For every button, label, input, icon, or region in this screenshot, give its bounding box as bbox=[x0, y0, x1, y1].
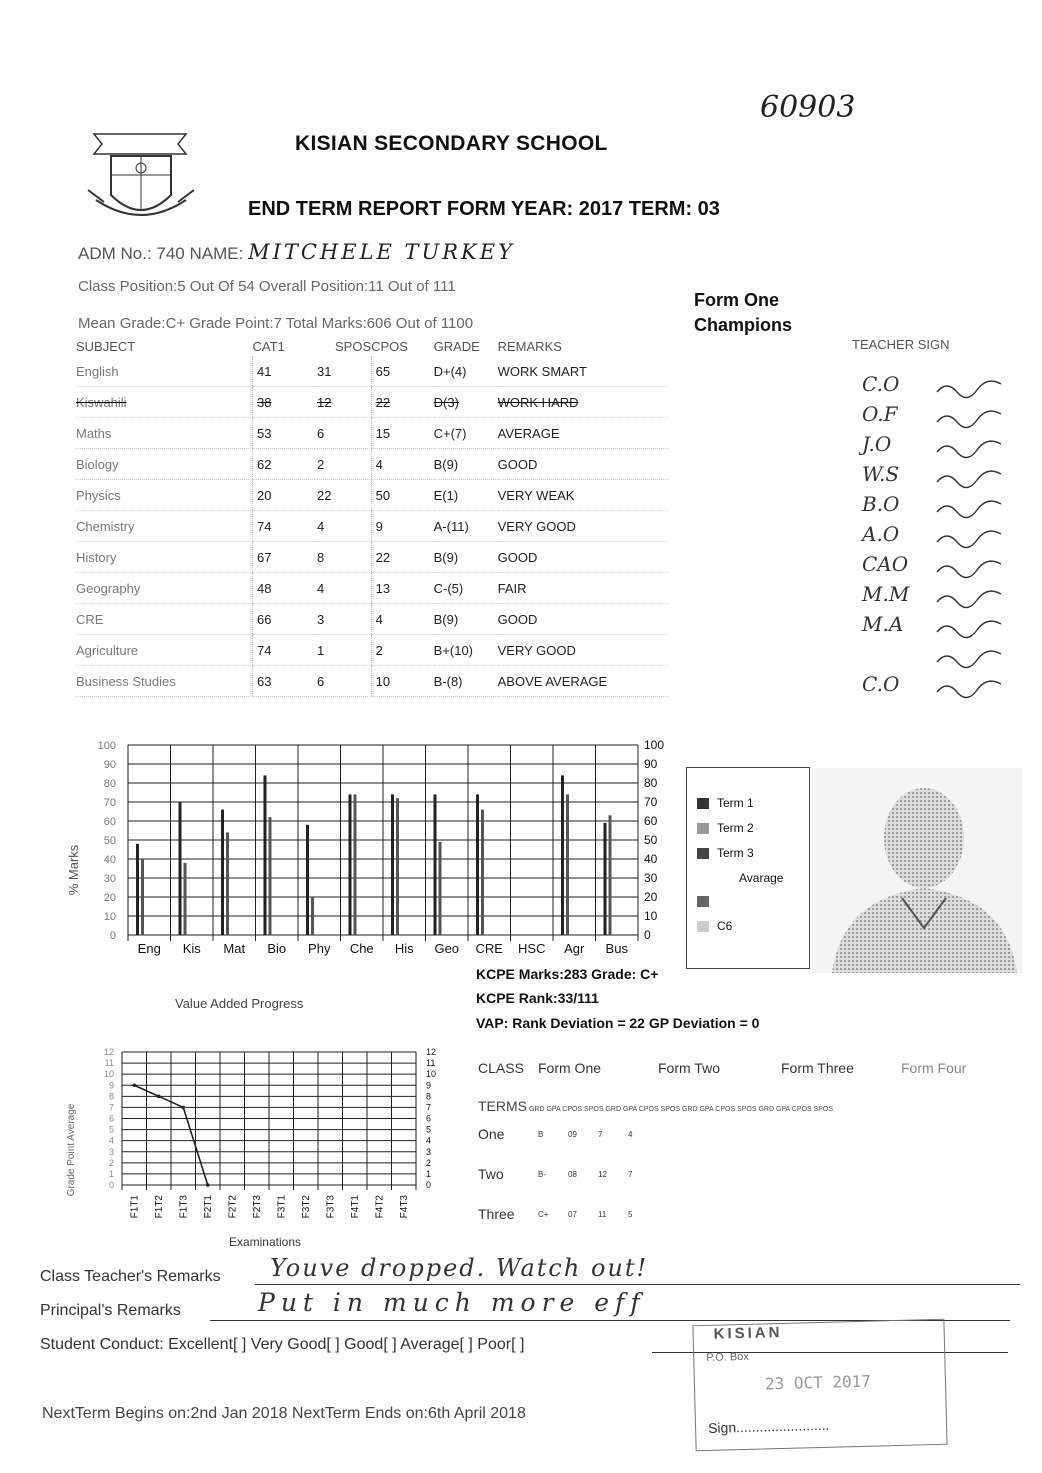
x-tick-label: Bio bbox=[267, 941, 287, 956]
teacher-signature-scribble bbox=[935, 468, 1005, 495]
stamp-date: 23 OCT 2017 bbox=[764, 1371, 872, 1394]
cell-cat1: 41 bbox=[253, 356, 318, 387]
cell-cpos: 9 bbox=[371, 511, 434, 542]
x-tick-label: Geo bbox=[434, 941, 460, 956]
bar-term-2 bbox=[481, 810, 484, 935]
history-class-row bbox=[478, 1060, 1018, 1080]
student-name: MITCHELE TURKEY bbox=[248, 240, 515, 264]
cell-cat1: 53 bbox=[253, 418, 318, 449]
cell-grade: B-(8) bbox=[434, 666, 498, 697]
y-tick-label-left: 9 bbox=[108, 1080, 114, 1091]
header-grade: GRADE bbox=[433, 338, 480, 354]
bar-term-2 bbox=[566, 794, 569, 935]
x-tick-label: F1T1 bbox=[129, 1195, 141, 1219]
x-tick-label: Che bbox=[349, 941, 374, 956]
cell-remarks: VERY GOOD bbox=[498, 635, 668, 666]
y-tick-label-left: 90 bbox=[103, 759, 116, 771]
y-tick-label-left: 1 bbox=[108, 1168, 114, 1179]
table-row bbox=[76, 635, 668, 666]
gpa-point bbox=[132, 1083, 136, 1087]
school-stamp bbox=[692, 1319, 947, 1452]
y-tick-label-right: 100 bbox=[644, 738, 665, 752]
table-row bbox=[76, 480, 668, 511]
bar-term-2 bbox=[396, 798, 399, 935]
champions-line-1: Form One bbox=[694, 290, 780, 310]
cell-spos: 22 bbox=[317, 480, 371, 511]
vap-line: VAP: Rank Deviation = 22 GP Deviation = 0 bbox=[476, 1015, 760, 1031]
cell-spos: 6 bbox=[317, 418, 371, 449]
teacher-initials: C.O bbox=[862, 672, 900, 696]
legend-average: Avarage bbox=[739, 871, 784, 885]
cell-remarks: GOOD bbox=[498, 542, 668, 573]
cell-remarks: GOOD bbox=[498, 449, 668, 480]
line-chart-x-axis-label: Examinations bbox=[228, 1235, 302, 1249]
cell-remarks: GOOD bbox=[498, 604, 668, 635]
cell-cat1: 74 bbox=[253, 511, 318, 542]
y-tick-label-right: 1 bbox=[426, 1168, 432, 1179]
x-tick-label: F3T2 bbox=[300, 1195, 312, 1219]
teacher-initials: W.S bbox=[862, 462, 900, 486]
cell-subject: Geography bbox=[76, 573, 253, 604]
y-tick-label-left: 100 bbox=[97, 740, 116, 752]
history-spos: 7 bbox=[628, 1170, 633, 1179]
x-tick-label: F4T1 bbox=[349, 1195, 361, 1219]
cell-cat1: 74 bbox=[253, 635, 318, 666]
cell-cat1: 38 bbox=[253, 387, 318, 418]
teacher-initials: A.O bbox=[862, 522, 900, 546]
y-tick-label-right: 3 bbox=[426, 1146, 432, 1157]
cell-subject: Chemistry bbox=[76, 511, 253, 542]
x-tick-label: F1T2 bbox=[153, 1195, 165, 1219]
bar-term-2 bbox=[311, 897, 314, 935]
header-cat1: CAT1 bbox=[252, 338, 285, 354]
y-tick-label-left: 80 bbox=[103, 778, 116, 790]
cell-subject: English bbox=[76, 356, 253, 387]
table-row bbox=[76, 604, 668, 635]
y-tick-label-left: 10 bbox=[103, 911, 116, 923]
kcpe-marks: KCPE Marks:283 Grade: C+ bbox=[476, 966, 659, 982]
term3-swatch-icon bbox=[697, 848, 709, 859]
bar-term-1 bbox=[221, 810, 224, 935]
table-row bbox=[76, 356, 668, 387]
cell-remarks: WORK HARD bbox=[498, 387, 668, 418]
cell-cpos: 65 bbox=[371, 356, 434, 387]
teacher-sign-header: TEACHER SIGN bbox=[852, 337, 950, 352]
history-cpos: 12 bbox=[598, 1170, 607, 1179]
cell-grade: D+(4) bbox=[434, 356, 498, 387]
bar-term-1 bbox=[306, 825, 309, 935]
y-tick-label-right: 60 bbox=[644, 814, 658, 828]
teacher-signature-scribble bbox=[935, 558, 1005, 585]
x-tick-label: His bbox=[394, 941, 414, 956]
table-row bbox=[76, 573, 668, 604]
form-three-label: Form Three bbox=[781, 1060, 854, 1076]
cell-grade: C-(5) bbox=[434, 573, 498, 604]
marks-table bbox=[76, 336, 668, 697]
history-grd: B bbox=[538, 1130, 544, 1139]
cell-remarks: ABOVE AVERAGE bbox=[498, 666, 668, 697]
table-row bbox=[76, 387, 668, 418]
student-conduct-line: Student Conduct: Excellent[ ] Very Good[ ] Good[ ] Average[ ] Poor[ ] bbox=[40, 1336, 525, 1353]
x-tick-label: Phy bbox=[308, 941, 331, 956]
bar-term-1 bbox=[604, 823, 607, 935]
cell-spos: 8 bbox=[317, 542, 371, 573]
teacher-initials: CAO bbox=[862, 552, 909, 576]
history-cpos: 11 bbox=[598, 1210, 607, 1219]
y-tick-label-left: 2 bbox=[108, 1157, 114, 1168]
teacher-signature-scribble bbox=[935, 498, 1005, 525]
bar-chart-y-axis-label: % Marks bbox=[66, 844, 81, 896]
teacher-signature-scribble bbox=[935, 378, 1005, 405]
y-tick-label-right: 7 bbox=[426, 1102, 432, 1113]
cell-grade: B+(10) bbox=[434, 635, 498, 666]
bar-term-2 bbox=[609, 815, 612, 935]
cell-grade: C+(7) bbox=[434, 418, 498, 449]
y-tick-label-left: 11 bbox=[104, 1058, 114, 1069]
legend-term3: Term 3 bbox=[717, 846, 754, 860]
cell-subject: Business Studies bbox=[76, 666, 253, 697]
y-tick-label-left: 7 bbox=[108, 1102, 114, 1113]
y-tick-label-left: 40 bbox=[103, 854, 116, 866]
x-tick-label: F1T3 bbox=[178, 1195, 190, 1219]
teacher-initials: M.M bbox=[862, 582, 910, 606]
cell-cpos: 50 bbox=[371, 480, 434, 511]
y-tick-label-left: 5 bbox=[108, 1124, 114, 1135]
cell-cat1: 20 bbox=[253, 480, 318, 511]
x-tick-label: HSC bbox=[518, 941, 546, 956]
handwritten-number: 60903 bbox=[760, 90, 856, 125]
bar-term-2 bbox=[226, 832, 229, 935]
x-tick-label: Kis bbox=[182, 941, 201, 956]
bar-term-1 bbox=[136, 844, 139, 935]
cell-remarks: AVERAGE bbox=[498, 418, 668, 449]
form-four-label: Form Four bbox=[901, 1060, 967, 1076]
kcpe-rank: KCPE Rank:33/111 bbox=[476, 990, 599, 1006]
bar-term-2 bbox=[141, 859, 144, 935]
chart-legend bbox=[686, 767, 810, 969]
legend-term2: Term 2 bbox=[717, 821, 754, 835]
history-gpa: 07 bbox=[568, 1210, 577, 1219]
teacher-signature-scribble bbox=[935, 588, 1005, 615]
terms-sub-headers: GRD GPA CPOS SPOS GRD GPA CPOS SPOS GRD GPA CPOS SPOS GRD GPA CPOS SPOS bbox=[528, 1106, 834, 1113]
history-term: Two bbox=[478, 1166, 504, 1182]
y-tick-label-right: 6 bbox=[426, 1113, 432, 1124]
cell-cpos: 15 bbox=[371, 418, 434, 449]
y-tick-label-right: 50 bbox=[644, 833, 658, 847]
stamp-box: P.O. Box bbox=[706, 1350, 750, 1364]
cell-remarks: FAIR bbox=[498, 573, 668, 604]
average-swatch-icon bbox=[697, 896, 709, 907]
table-row bbox=[76, 542, 668, 573]
y-tick-label-left: 0 bbox=[109, 930, 116, 942]
bar-term-1 bbox=[434, 794, 437, 935]
cell-remarks: WORK SMART bbox=[498, 356, 668, 387]
teacher-signature-scribble bbox=[935, 408, 1005, 435]
y-tick-label-right: 70 bbox=[644, 795, 658, 809]
y-tick-label-left: 0 bbox=[108, 1180, 114, 1190]
x-tick-label: CRE bbox=[475, 941, 503, 956]
cell-cat1: 48 bbox=[253, 573, 318, 604]
bar-term-2 bbox=[439, 842, 442, 935]
teacher-initials: O.F bbox=[862, 402, 898, 426]
cell-grade: E(1) bbox=[434, 480, 498, 511]
position-line: Class Position:5 Out Of 54 Overall Position:11 Out of 111 bbox=[78, 278, 456, 295]
student-name-line bbox=[78, 240, 515, 264]
value-added-line-chart bbox=[60, 1040, 460, 1255]
marks-header-row bbox=[76, 336, 668, 356]
y-tick-label-left: 4 bbox=[108, 1135, 114, 1146]
class-label: CLASS bbox=[478, 1060, 524, 1076]
class-teacher-remarks-line bbox=[255, 1284, 1020, 1285]
cell-cpos: 10 bbox=[371, 666, 434, 697]
cell-spos: 4 bbox=[317, 573, 371, 604]
cell-spos: 4 bbox=[317, 511, 371, 542]
bar-term-2 bbox=[184, 863, 187, 935]
cell-subject: Maths bbox=[76, 418, 253, 449]
table-row bbox=[76, 449, 668, 480]
stamp-name: KISIAN bbox=[713, 1323, 783, 1343]
history-spos: 5 bbox=[628, 1210, 633, 1219]
teacher-initials: C.O bbox=[862, 372, 900, 396]
x-tick-label: Agr bbox=[564, 941, 585, 956]
y-tick-label-right: 40 bbox=[644, 852, 658, 866]
term2-swatch-icon bbox=[697, 823, 709, 834]
cell-cpos: 22 bbox=[371, 387, 434, 418]
y-tick-label-left: 10 bbox=[103, 1069, 114, 1080]
history-gpa: 09 bbox=[568, 1130, 577, 1139]
form-one-label: Form One bbox=[538, 1060, 602, 1076]
legend-c6: C6 bbox=[717, 919, 733, 933]
cell-cpos: 13 bbox=[371, 573, 434, 604]
y-tick-label-right: 80 bbox=[644, 776, 658, 790]
header-remarks: REMARKS bbox=[497, 338, 562, 354]
history-term: One bbox=[478, 1126, 505, 1142]
principal-remarks-label: Principal's Remarks bbox=[40, 1302, 181, 1319]
history-grd: B- bbox=[538, 1170, 546, 1179]
y-tick-label-right: 0 bbox=[426, 1180, 432, 1190]
bar-term-1 bbox=[264, 775, 267, 935]
header-cpos: CPOS bbox=[371, 338, 408, 354]
cell-cpos: 4 bbox=[371, 449, 434, 480]
bar-term-1 bbox=[349, 794, 352, 935]
cell-spos: 12 bbox=[317, 387, 371, 418]
y-tick-label-right: 0 bbox=[644, 928, 651, 942]
cell-cat1: 63 bbox=[253, 666, 318, 697]
y-tick-label-left: 6 bbox=[108, 1113, 114, 1124]
teacher-initials: J.O bbox=[862, 432, 892, 456]
gpa-point bbox=[181, 1106, 185, 1110]
class-teacher-remarks-label: Class Teacher's Remarks bbox=[40, 1268, 221, 1285]
principal-remarks-text: Put in much more eff bbox=[258, 1288, 646, 1317]
teacher-signature-scribble bbox=[935, 528, 1005, 555]
history-row bbox=[478, 1206, 678, 1228]
cell-subject: Agriculture bbox=[76, 635, 253, 666]
cell-cat1: 66 bbox=[253, 604, 318, 635]
x-tick-label: F2T3 bbox=[251, 1195, 263, 1219]
bar-term-2 bbox=[269, 817, 272, 935]
history-spos: 4 bbox=[628, 1130, 633, 1139]
y-tick-label-right: 4 bbox=[426, 1135, 432, 1146]
legend-term1: Term 1 bbox=[717, 796, 754, 810]
table-row bbox=[76, 418, 668, 449]
value-added-progress-title: Value Added Progress bbox=[175, 996, 304, 1011]
gpa-point bbox=[206, 1183, 210, 1187]
cell-spos: 31 bbox=[317, 356, 371, 387]
y-tick-label-left: 50 bbox=[103, 835, 116, 847]
y-tick-label-left: 60 bbox=[103, 816, 116, 828]
x-tick-label: F3T3 bbox=[325, 1195, 337, 1219]
x-tick-label: Eng bbox=[137, 941, 161, 956]
cell-subject: Biology bbox=[76, 449, 253, 480]
teacher-initials: B.O bbox=[862, 492, 900, 516]
cell-cpos: 2 bbox=[371, 635, 434, 666]
report-title: END TERM REPORT FORM YEAR: 2017 TERM: 03 bbox=[248, 198, 720, 220]
bar-term-2 bbox=[354, 794, 357, 935]
school-name: KISIAN SECONDARY SCHOOL bbox=[295, 132, 608, 155]
y-tick-label-right: 12 bbox=[426, 1047, 437, 1057]
teacher-signature-scribble bbox=[935, 678, 1005, 705]
cell-grade: B(9) bbox=[434, 449, 498, 480]
line-chart-y-axis-label: Grade Point Average bbox=[66, 1103, 77, 1197]
x-tick-label: F3T1 bbox=[276, 1195, 288, 1219]
cell-spos: 2 bbox=[317, 449, 371, 480]
class-teacher-remarks-text: Youve dropped. Watch out! bbox=[270, 1254, 649, 1282]
y-tick-label-right: 9 bbox=[426, 1080, 432, 1091]
x-tick-label: F2T1 bbox=[202, 1195, 214, 1219]
table-row bbox=[76, 511, 668, 542]
bar-term-1 bbox=[391, 794, 394, 935]
cell-cpos: 22 bbox=[371, 542, 434, 573]
teacher-signature-scribble bbox=[935, 648, 1005, 675]
history-gpa: 08 bbox=[568, 1170, 577, 1179]
y-tick-label-left: 70 bbox=[103, 797, 116, 809]
history-row bbox=[478, 1166, 678, 1188]
header-subject: SUBJECT bbox=[76, 338, 136, 354]
y-tick-label-right: 10 bbox=[644, 909, 658, 923]
cell-remarks: VERY GOOD bbox=[498, 511, 668, 542]
y-tick-label-right: 11 bbox=[426, 1058, 436, 1069]
y-tick-label-right: 2 bbox=[426, 1157, 432, 1168]
history-term: Three bbox=[478, 1206, 515, 1222]
c6-swatch-icon bbox=[697, 921, 709, 932]
y-tick-label-left: 8 bbox=[108, 1091, 114, 1102]
teacher-signature-scribble bbox=[935, 438, 1005, 465]
history-row bbox=[478, 1126, 678, 1148]
bar-term-1 bbox=[179, 802, 182, 935]
cell-cat1: 67 bbox=[253, 542, 318, 573]
cell-cat1: 62 bbox=[253, 449, 318, 480]
cell-subject: CRE bbox=[76, 604, 253, 635]
teacher-signature-scribble bbox=[935, 618, 1005, 645]
y-tick-label-right: 20 bbox=[644, 890, 658, 904]
student-photo bbox=[812, 768, 1022, 973]
marks-bar-chart bbox=[60, 730, 700, 965]
champions-line-2: Champions bbox=[694, 315, 793, 335]
y-tick-label-right: 30 bbox=[644, 871, 658, 885]
cell-subject: History bbox=[76, 542, 253, 573]
next-term-dates: NextTerm Begins on:2nd Jan 2018 NextTerm Ends on:6th April 2018 bbox=[42, 1405, 526, 1422]
cell-grade: B(9) bbox=[434, 604, 498, 635]
y-tick-label-left: 3 bbox=[108, 1146, 114, 1157]
stamp-sign: Sign........................ bbox=[707, 1416, 830, 1436]
cell-subject: Physics bbox=[76, 480, 253, 511]
school-crest-logo bbox=[86, 130, 196, 230]
cell-cpos: 4 bbox=[371, 604, 434, 635]
y-tick-label-left: 30 bbox=[103, 873, 116, 885]
header-spos: SPOS bbox=[335, 338, 372, 354]
cell-spos: 6 bbox=[317, 666, 371, 697]
cell-spos: 1 bbox=[317, 635, 371, 666]
cell-grade: B(9) bbox=[434, 542, 498, 573]
x-tick-label: F4T3 bbox=[398, 1195, 410, 1219]
champions-badge bbox=[694, 288, 792, 338]
x-tick-label: F2T2 bbox=[227, 1195, 239, 1219]
y-tick-label-left: 20 bbox=[103, 892, 116, 904]
adm-label: ADM No.: 740 NAME: bbox=[78, 244, 244, 263]
cell-grade: D(3) bbox=[434, 387, 498, 418]
cell-grade: A-(11) bbox=[434, 511, 498, 542]
x-tick-label: Bus bbox=[605, 941, 628, 956]
x-tick-label: F4T2 bbox=[374, 1195, 386, 1219]
y-tick-label-right: 90 bbox=[644, 757, 658, 771]
terms-header-row bbox=[478, 1098, 833, 1114]
summary-line: Mean Grade:C+ Grade Point:7 Total Marks:606 Out of 1100 bbox=[78, 315, 474, 332]
teacher-initials: M.A bbox=[862, 612, 904, 636]
form-two-label: Form Two bbox=[658, 1060, 720, 1076]
cell-spos: 3 bbox=[317, 604, 371, 635]
y-tick-label-right: 5 bbox=[426, 1124, 432, 1135]
y-tick-label-right: 8 bbox=[426, 1091, 432, 1102]
term1-swatch-icon bbox=[697, 798, 709, 809]
x-tick-label: Mat bbox=[223, 941, 246, 956]
gpa-point bbox=[157, 1095, 161, 1099]
table-row bbox=[76, 666, 668, 697]
history-cpos: 7 bbox=[598, 1130, 603, 1139]
terms-label: TERMS bbox=[478, 1098, 527, 1114]
history-grd: C+ bbox=[538, 1210, 549, 1219]
cell-remarks: VERY WEAK bbox=[498, 480, 668, 511]
bar-term-1 bbox=[476, 794, 479, 935]
bar-term-1 bbox=[561, 775, 564, 935]
y-tick-label-right: 10 bbox=[426, 1069, 437, 1080]
cell-subject: Kiswahili bbox=[76, 387, 253, 418]
y-tick-label-left: 12 bbox=[103, 1047, 114, 1057]
